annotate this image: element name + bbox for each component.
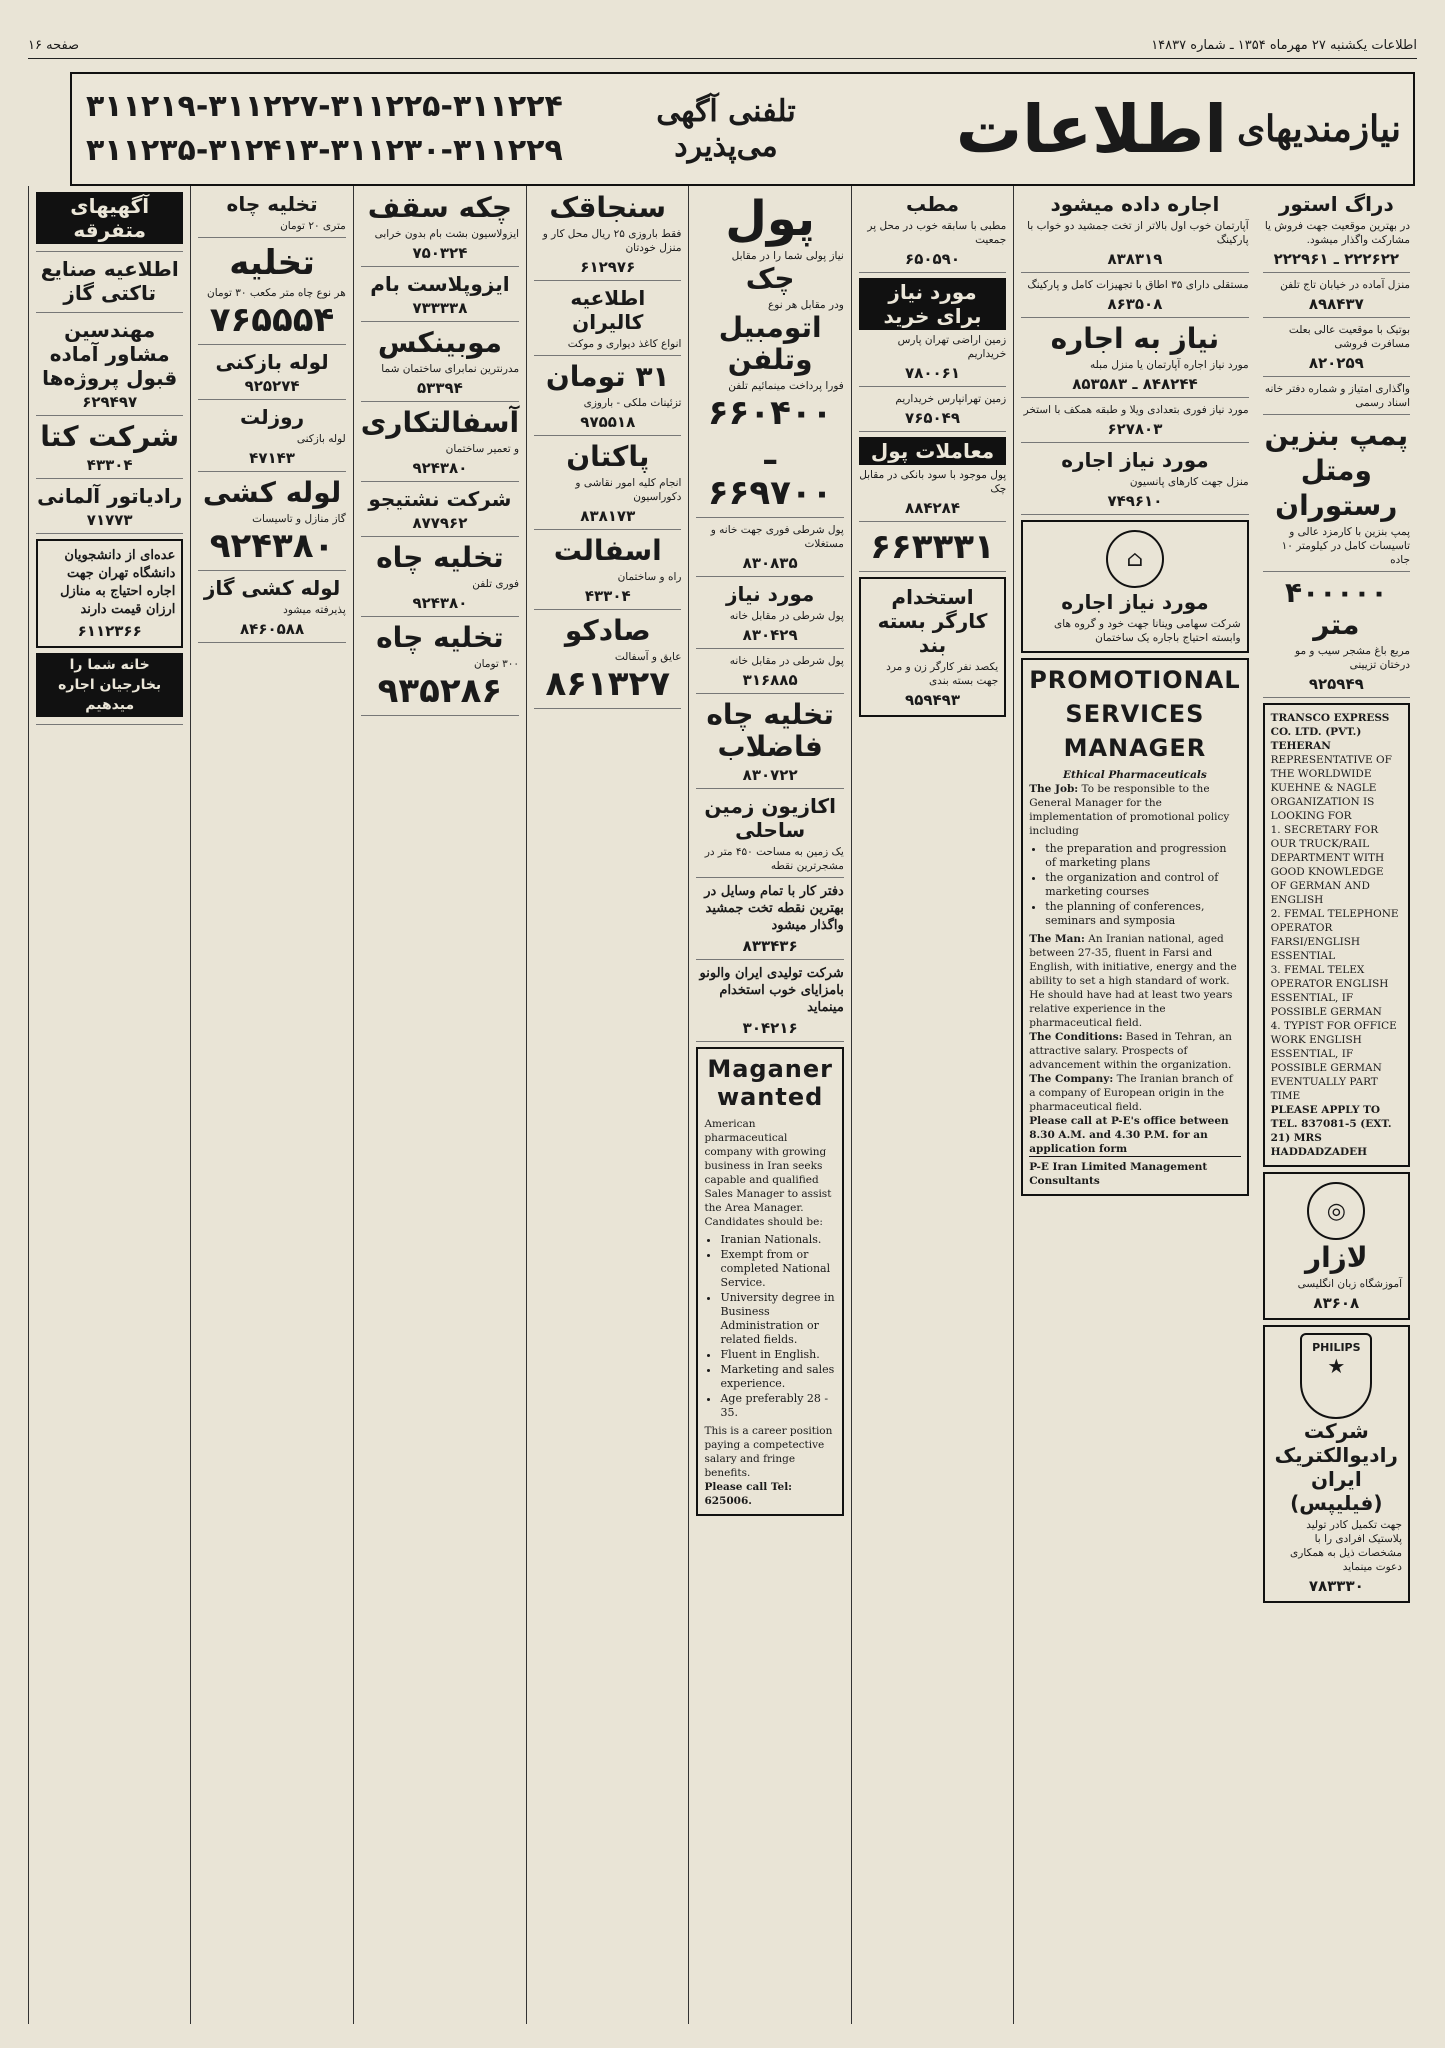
ad-title: خانه‌ شما را بخارجیان اجاره میدهیم — [36, 653, 183, 717]
ad-phone: ۶۱۱۲۳۶۶ — [77, 622, 142, 640]
ad-asphalt — [534, 535, 681, 610]
ad-body: بوتیک با موقعیت عالی بعلت مسافرت فروشی — [1288, 324, 1410, 350]
ad-title: آسفالتکاری — [360, 406, 520, 439]
ad-phone: ۶۶۳۳۳۱ — [870, 527, 995, 567]
ad-title: اطلاعیه کالیران — [570, 286, 646, 334]
classifieds-banner — [70, 72, 1415, 186]
classifieds-grid — [28, 186, 1417, 2024]
column-7 — [190, 186, 352, 2024]
ad-office — [696, 883, 843, 960]
ad-phone: ۷۸۳۳۳۰ — [1308, 1577, 1364, 1595]
ad-title: شرکت نشتیجو — [368, 487, 512, 511]
ad-title: تخلیه چاه — [376, 621, 504, 654]
ad-engineers — [36, 318, 183, 416]
promo-title-2: SERVICES — [1065, 700, 1205, 728]
ad-philips — [1263, 1325, 1410, 1603]
ad-title: رادیاتور آلمانی — [37, 484, 183, 508]
ad-isoplast — [361, 272, 519, 322]
ad-phone: ۴۷۱۴۳ — [249, 449, 295, 467]
ad-body: تزئینات ملکی - باروزی — [583, 397, 682, 409]
ad-phone: ۵۳۳۹۴ — [417, 379, 463, 397]
promo-job-text: To be responsible to the General Manager for the implementation of promotional policy including — [1029, 783, 1230, 837]
maganer-item: • Age preferably 28 - 35. — [720, 1392, 835, 1420]
ad-title: پول — [725, 191, 816, 247]
ad-body: گاز منازل و تاسیسات — [252, 513, 346, 525]
ad-phone: ۸۴۶۰۵۸۸ — [240, 620, 305, 638]
ad-body: فوری تلفن — [472, 578, 520, 590]
ad-title: تخلیه چاه — [226, 192, 318, 216]
ad-title: اجاره داده میشود — [1050, 192, 1220, 216]
ad-mobinex — [361, 327, 519, 402]
ad-body: ایزولاسیون بشت بام بدون خرابی — [374, 228, 520, 240]
ad-phone: ۷۵۰۳۲۴ — [412, 244, 468, 262]
ad-phone: ۸۲۰۲۵۹ — [1308, 354, 1364, 372]
ad-title: اکازیون زمین ساحلی — [704, 794, 836, 842]
ad-body: در بهترین موقعیت جهت فروش یا مشارکت واگذار میشود. — [1264, 220, 1410, 246]
ad-phone: ۷۱۷۷۳ — [86, 511, 133, 529]
ad-body: انواع کاغذ دیواری و موکت — [567, 338, 682, 350]
promo-job-label: The Job: — [1029, 783, 1079, 795]
ad-phone: ۹۵۹۴۹۳ — [905, 691, 960, 709]
ad-phone: ۷۸۰۰۶۱ — [905, 364, 960, 382]
transco-item: 4. TYPIST FOR OFFICE WORK ENGLISH ESSENTIAL, IF POSSIBLE GERMAN EVENTUALLY PART TIME — [1270, 1020, 1397, 1102]
ad-body: مدرنترین نمابرای ساختمان شما — [381, 363, 520, 375]
column-3 — [851, 186, 1013, 2024]
ad-maganer-wanted — [696, 1047, 843, 1516]
ad-clinic — [859, 192, 1006, 273]
ad-phone: ۸۴۸۲۴۴ ـ ۸۵۳۵۸۳ — [1072, 375, 1198, 393]
ad-phone: ۸۷۷۹۶۲ — [412, 514, 468, 532]
ad-rent-apartment — [1021, 192, 1248, 273]
ad-sadco — [534, 615, 681, 709]
ad-title: پمپ بنزین — [1264, 419, 1409, 452]
ad-packer — [859, 577, 1006, 717]
ad-coastal-land — [696, 794, 843, 878]
ad-body: یکصد نفر کارگر زن و مرد جهت بسته بندی — [886, 661, 999, 687]
ad-notary — [1263, 382, 1410, 415]
ad-body: پول موجود با سود بانکی در مقابل چک — [859, 469, 1007, 495]
ad-villa — [1021, 403, 1248, 443]
ad-title: مورد نیاز — [725, 582, 815, 606]
ad-transco — [1263, 703, 1410, 1167]
ad-land-tehranpars — [859, 392, 1006, 432]
ad-body: و تعمیر ساختمان — [445, 443, 520, 455]
ad-body: عایق و آسفالت — [614, 651, 682, 663]
ad-title: لازار — [1304, 1241, 1368, 1274]
ad-asphalting — [361, 407, 519, 482]
ad-title: مورد نیاز اجاره — [1061, 590, 1209, 614]
ad-body: فقط باروزی ۲۵ ریال محل کار و منزل خودتان — [542, 228, 682, 254]
ad-building — [1021, 278, 1248, 318]
ad-phone: ۹۲۴۳۸۰ — [412, 459, 468, 477]
promo-title-3: MANAGER — [1063, 734, 1207, 762]
ad-phone: ۳۰۴۲۱۶ — [742, 1019, 798, 1037]
ad-volvo — [696, 965, 843, 1042]
ad-phone: ۸۳۸۳۱۹ — [1107, 250, 1163, 268]
ad-phone: ۶۶۰۴۰۰ ـ ۶۶۹۷۰۰ — [707, 393, 833, 513]
maganer-title: Maganer wanted — [707, 1055, 833, 1111]
promo-company-text: The Iranian branch of a company of European origin in the pharmaceutical field. — [1029, 1073, 1233, 1113]
ad-body: مورد نیاز اجاره آپارتمان یا منزل مبله — [1090, 359, 1249, 371]
ad-body: مورد نیاز فوری بتعدادی ویلا و طبقه همکف با استخر — [1023, 404, 1249, 416]
banner-phones-line2: ۳۱۱۲۳۵-۳۱۲۴۱۳-۳۱۱۲۳۰-۳۱۱۲۲۹ — [86, 133, 563, 168]
ad-body: منزل جهت کارهای پانسیون — [1129, 476, 1249, 488]
ad-phone: ۷۴۹۶۱۰ — [1107, 492, 1163, 510]
ad-title: مطب — [905, 192, 960, 216]
ad-title: شرکت کتا — [40, 420, 180, 453]
ad-evacuation — [198, 243, 345, 345]
maganer-item: • Fluent in English. — [720, 1348, 835, 1362]
promo-conditions-text: Based in Tehran, an attractive salary. Prospects of advancement within the organization. — [1029, 1031, 1232, 1071]
promo-bullet: • the organization and control of marketing courses — [1045, 871, 1240, 899]
ad-phone: ۸۳۶۰۸ — [1313, 1294, 1360, 1312]
ad-body: دفتر کار با تمام وسایل در بهترین نقطه تخت جمشید واگذار میشود — [704, 884, 844, 933]
ad-house — [1263, 278, 1410, 318]
ad-roof-leak — [361, 192, 519, 267]
ad-sewage — [696, 699, 843, 789]
ad-phone: ۸۳۰۷۲۲ — [742, 766, 798, 784]
ad-body: پمپ بنزین با کارمزد عالی و تاسیسات کامل در کیلومتر ۱۰ جاده — [1281, 526, 1410, 566]
ad-drugstore — [1263, 192, 1410, 273]
ad-body: جهت تکمیل کادر تولید پلاستیک افرادی را با مشخصات ذیل به همکاری دعوت مینماید — [1290, 1519, 1402, 1573]
ad-phone: ۸۹۸۴۳۷ — [1308, 295, 1364, 313]
ad-pipe-unclog — [198, 350, 345, 400]
ad-title: اسفالت — [553, 534, 662, 567]
ad-buy-land — [859, 278, 1006, 387]
ad-pension — [1021, 448, 1248, 515]
ad-promotional-manager — [1021, 658, 1248, 1196]
ad-nashtijoo — [361, 487, 519, 537]
ad-body: یک زمین به مساحت ۴۵۰ متر در مشجرترین نقطه — [704, 846, 844, 872]
ad-title: اتومبیل وتلفن — [718, 311, 822, 376]
ad-phone: ۸۶۱۳۲۷ — [545, 664, 671, 704]
ad-title: پاکتان — [566, 440, 650, 473]
ad-body: پول شرطی در مقابل خانه — [729, 610, 844, 622]
ad-conditional-money — [696, 523, 843, 577]
banner-subtitle: تلفنی آگهی می‌پذیرد — [656, 94, 796, 164]
ad-needed — [696, 582, 843, 649]
ad-title: لوله بازکنی — [215, 350, 329, 374]
ad-phone: ۸۶۳۵۰۸ — [1107, 295, 1163, 313]
ad-title: لوله کشی — [202, 476, 342, 509]
ad-title: ۴۰۰۰۰۰ متر — [1285, 576, 1388, 641]
ad-body: لوله بازکنی — [296, 433, 346, 445]
ad-title: سنجاقک — [549, 191, 667, 224]
ad-phone: ۷۶۵۰۴۹ — [905, 409, 960, 427]
ad-phone: ۴۳۳۰۴ — [584, 587, 631, 605]
maganer-call: Please call Tel: 625006. — [704, 1481, 793, 1507]
column-6 — [353, 186, 526, 2024]
ad-well-empty-2 — [361, 622, 519, 716]
ad-body: منزل آماده در خیابان تاج تلفن — [1280, 279, 1410, 291]
ad-title: اطلاعیه صنایع تاکتی گاز — [40, 257, 179, 305]
ad-phone: ۶۵۰۵۹۰ — [905, 250, 960, 268]
ad-phone: ۹۲۵۲۷۴ — [244, 377, 300, 395]
maganer-closing: This is a career position paying a competective salary and fringe benefits. — [704, 1425, 833, 1479]
globe-logo-icon: ◎ — [1307, 1182, 1365, 1240]
transco-apply: PLEASE APPLY TO TEL. 837081-5 (EXT. 21) MRS HADDADZADEH — [1270, 1104, 1392, 1158]
transco-intro: REPRESENTATIVE OF THE WORLDWIDE KUEHNE & NAGLE ORGANIZATION IS LOOKING FOR — [1270, 754, 1392, 822]
ad-title: چکه سقف — [367, 191, 513, 224]
ad-body: آموزشگاه زبان انگلیسی — [1297, 1278, 1402, 1290]
ad-phone: ۹۲۵۹۴۹ — [1308, 675, 1364, 693]
column-5 — [526, 186, 688, 2024]
promo-bullet: • the preparation and progression of marketing plans — [1045, 842, 1240, 870]
page-header-line — [28, 32, 1417, 59]
ad-title: مورد نیاز برای خرید — [859, 278, 1006, 330]
ad-takti-gas — [36, 257, 183, 313]
ad-paktan — [534, 441, 681, 530]
ad-body: نیاز پولی شما را در مقابل — [731, 250, 844, 262]
ad-phone: ۳۱۶۸۸۵ — [742, 671, 798, 689]
transco-item: 2. FEMAL TELEPHONE OPERATOR FARSI/ENGLISH ESSENTIAL — [1270, 908, 1399, 962]
ad-body: راه و ساختمان — [617, 571, 682, 583]
ad-body: زمین اراضی تهران پارس خریداریم — [897, 334, 1007, 360]
ad-phone: ۸۳۰۸۳۵ — [742, 554, 798, 572]
ad-kata — [36, 421, 183, 479]
ad-foreign-rentals — [36, 653, 183, 725]
ad-title: روزلت — [239, 405, 305, 429]
ad-body: مطبی با سابقه خوب در محل پر جمعیت — [867, 220, 1007, 246]
promo-tagline: Ethical Pharmaceuticals — [1063, 769, 1207, 781]
promo-title-1: PROMOTIONAL — [1029, 666, 1241, 694]
ad-money-deals — [859, 437, 1006, 522]
promo-company-label: The Company: — [1029, 1073, 1114, 1085]
ad-title: ومتل — [1300, 454, 1372, 487]
ad-title: مهندسین مشاور آماده قبول پروژه‌ها — [42, 318, 178, 390]
ad-gas-piping-2 — [198, 576, 345, 643]
ad-well-20-toman — [198, 192, 345, 238]
ad-body: مستقلی دارای ۳۵ اطاق با تجهیزات کامل و پارکینگ — [1027, 279, 1249, 291]
transco-item: 3. FEMAL TELEX OPERATOR ENGLISH ESSENTIAL, IF POSSIBLE GERMAN — [1270, 964, 1389, 1018]
ad-phone: ۷۳۳۳۳۸ — [412, 299, 468, 317]
ad-orchard — [1263, 577, 1410, 698]
ad-phone: ۹۷۵۵۱۸ — [580, 413, 636, 431]
ad-title: تخلیه — [229, 243, 315, 283]
ad-body: ودر مقابل هر نوع — [768, 299, 844, 311]
ad-radiator — [36, 484, 183, 534]
ad-body: آپارتمان خوب اول بالاتر از تخت جمشید دو خواب با پارکینگ — [1027, 220, 1249, 246]
ad-body: هر نوع چاه متر مکعب ۳۰ تومان — [207, 287, 346, 299]
column-2 — [1013, 186, 1255, 2024]
company-logo-icon: ⌂ — [1106, 530, 1164, 588]
ad-phone: ۲۲۲۶۲۲ ـ ۲۲۲۹۶۱ — [1273, 250, 1400, 268]
ad-title: آگهیهای متفرقه — [36, 192, 183, 244]
ad-body: پول شرطی در مقابل خانه — [729, 655, 844, 667]
ad-body: عده‌ای از دانشجویان دانشگاه تهران جهت اجاره احتیاج به منازل ارزان قیمت دارند — [60, 548, 176, 617]
ad-boutique — [1263, 323, 1410, 377]
ad-body: زمین تهرانپارس خریداریم — [895, 393, 1007, 405]
ad-title: تخلیه چاه فاضلاب — [706, 698, 834, 763]
ad-body: پول شرطی فوری جهت خانه و مستغلات — [710, 524, 844, 550]
ad-title: رستوران — [1275, 489, 1398, 522]
ad-phone: ۸۳۳۴۳۶ — [742, 937, 798, 955]
ad-body: فورا پرداخت مینمائیم تلفن — [728, 380, 844, 392]
ad-title: ایزوپلاست بام — [370, 272, 510, 296]
transco-header: TRANSCO EXPRESS CO. LTD. (PVT.) TEHERAN — [1270, 712, 1390, 752]
maganer-item: • University degree in Business Administration or related fields. — [720, 1291, 835, 1347]
ad-title: صادکو — [564, 614, 651, 647]
ad-vinana — [1021, 520, 1248, 653]
issue-info: اطلاعات یکشنبه ۲۷ مهرماه ۱۳۵۴ ـ شماره ۱۴۸۳۷ — [1151, 37, 1417, 53]
ad-title: استخدام کارگر بسته بند — [877, 585, 988, 657]
ad-body: شرکت تولیدی ایران والونو بامزایای خوب استخدام مینماید — [699, 966, 844, 1015]
ad-rosselt — [198, 405, 345, 472]
ad-body: متری ۲۰ تومان — [280, 220, 346, 232]
ad-title: چک — [745, 262, 795, 295]
ad-kaliran — [534, 286, 681, 356]
ad-title: نیاز به اجاره — [1050, 322, 1220, 355]
ad-body: شرکت سهامی وینانا جهت خود و گروه های وابسته احتیاج باجاره یک ساختمان — [1054, 618, 1241, 644]
page-number: صفحه ۱۶ — [28, 37, 80, 53]
ad-title: مورد نیاز اجاره — [1061, 448, 1209, 472]
ad-title: تخلیه چاه — [376, 541, 504, 574]
ad-phone: ۹۳۵۲۸۶ — [377, 671, 503, 711]
ad-title: شرکت رادیوالکتریک ایران (فیلیپس) — [1274, 1419, 1398, 1515]
promo-apply: Please call at P-E's office between 8.30 A.M. and 4.30 P.M. for an application form — [1029, 1115, 1229, 1155]
ad-gas-station — [1263, 420, 1410, 572]
maganer-item: • Exempt from or completed National Service. — [720, 1248, 835, 1290]
ad-sanjaghak — [534, 192, 681, 281]
ad-phone: ۸۳۰۴۲۹ — [742, 626, 798, 644]
ad-phone: ۴۳۳۰۴ — [86, 456, 133, 474]
promo-bullet: • the planning of conferences, seminars and symposia — [1045, 900, 1240, 928]
ad-phone: ۸۳۸۱۷۳ — [580, 507, 636, 525]
ad-phone: ۹۲۴۳۸۰ — [412, 594, 468, 612]
ad-phone: ۸۸۴۲۸۴ — [905, 499, 960, 517]
ad-title: لوله کشی گاز — [203, 576, 341, 600]
ad-title: معاملات پول — [859, 437, 1006, 465]
ad-31-toman — [534, 361, 681, 436]
banner-title-main: اطلاعات — [955, 90, 1227, 168]
ad-body: پذیرفته میشود — [283, 604, 346, 616]
banner-phones-line1: ۳۱۱۲۱۹-۳۱۱۲۲۷-۳۱۱۲۲۵-۳۱۱۲۲۴ — [86, 89, 563, 124]
ad-conditional-money-2 — [696, 654, 843, 694]
banner-title — [846, 74, 1413, 184]
ad-body: انجام کلیه امور نقاشی و دکوراسیون — [575, 477, 682, 503]
ad-phone-big — [859, 527, 1006, 572]
banner-phone-list — [72, 74, 606, 184]
ad-phone: ۶۱۲۹۷۶ — [580, 258, 636, 276]
ad-well-empty-1 — [361, 542, 519, 617]
ad-misc-header — [36, 192, 183, 252]
ad-body: مربع باغ مشجر سیب و مو درختان تزیینی — [1295, 645, 1410, 671]
ad-title: موبینکس — [377, 326, 502, 359]
column-8 — [28, 186, 190, 2024]
column-4 — [688, 186, 850, 2024]
ad-body: ۳۰۰ تومان — [473, 658, 520, 670]
ad-phone: ۷۶۵۵۵۴ — [209, 300, 335, 340]
transco-item: 1. SECRETARY FOR OUR TRUCK/RAIL DEPARTMENT WITH GOOD KNOWLEDGE OF GERMAN AND ENGLISH — [1270, 824, 1385, 906]
promo-man-label: The Man: — [1029, 933, 1085, 945]
maganer-item: • Iranian Nationals. — [720, 1233, 835, 1247]
ad-phone: ۶۲۷۸۰۳ — [1107, 420, 1163, 438]
philips-shield-icon: PHILIPS ★ — [1300, 1333, 1372, 1419]
ad-need-rent — [1021, 323, 1248, 398]
banner-title-prefix: نیازمندیهای — [1236, 108, 1401, 150]
maganer-item: • Marketing and sales experience. — [720, 1363, 835, 1391]
ad-phone: ۹۲۴۳۸۰ — [209, 526, 335, 566]
promo-conditions-label: The Conditions: — [1029, 1031, 1123, 1043]
promo-man-text: An Iranian national, aged between 27-35, fluent in Farsi and English, with initiative, energy and the ability to set a high standard of work. He should have had at least two years relative experience in the pharmaceutical field. — [1029, 933, 1237, 1029]
ad-money — [696, 192, 843, 518]
column-1 — [1256, 186, 1417, 2024]
ad-title: ۳۱ تومان — [545, 360, 670, 393]
ad-body: واگذاری امتیاز و شماره دفتر خانه اسناد رسمی — [1264, 383, 1410, 409]
promo-footer: P-E Iran Limited Management Consultants — [1029, 1156, 1240, 1188]
ad-gas-piping — [198, 477, 345, 571]
maganer-intro: American pharmaceutical company with growing business in Iran seeks capable and qualified Sales Manager to assist the Area Manager. Candidates should be: — [704, 1118, 832, 1228]
ad-students — [36, 539, 183, 648]
ad-phone: ۶۲۹۴۹۷ — [82, 393, 138, 411]
ad-lazar — [1263, 1172, 1410, 1320]
ad-title: دراگ استور — [1278, 192, 1394, 216]
